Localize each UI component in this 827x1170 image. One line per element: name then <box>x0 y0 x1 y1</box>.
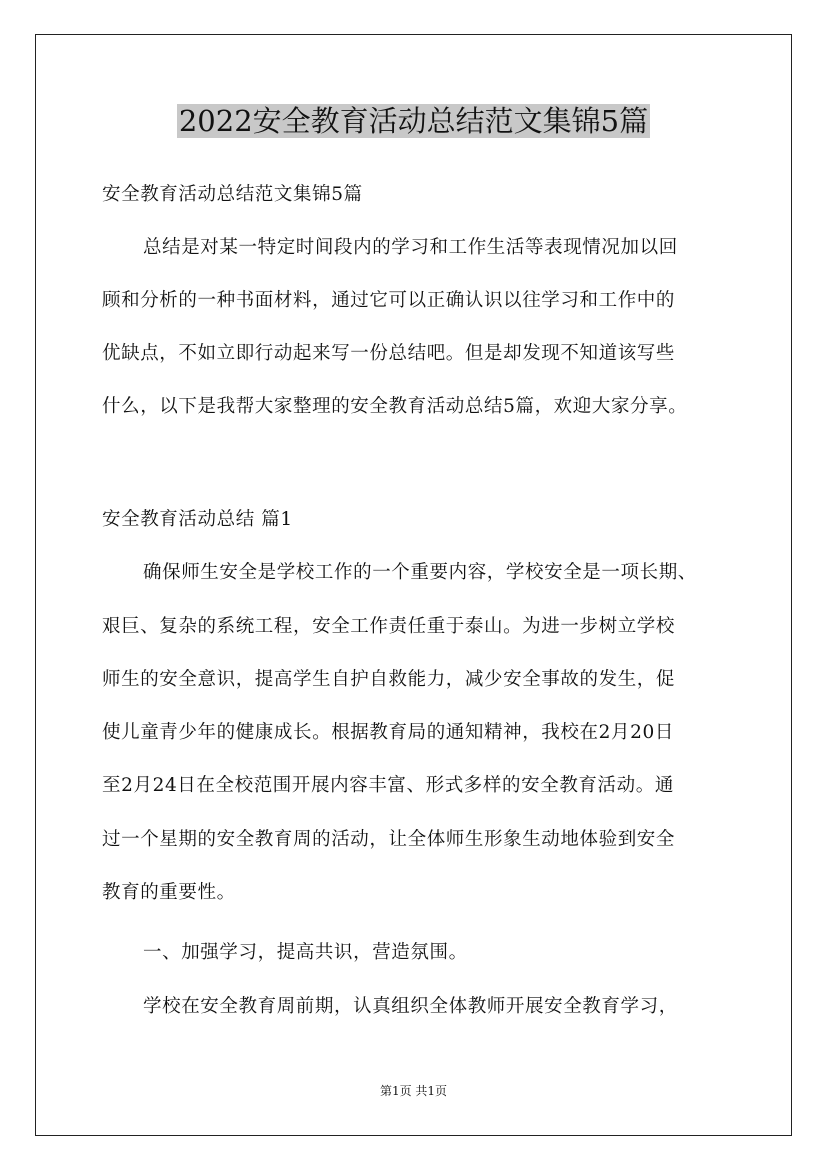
body-line-4: 使儿童青少年的健康成长。根据教育局的通知精神，我校在2月20日 <box>102 722 674 743</box>
page-footer: 第1页 共1页 <box>379 1084 448 1098</box>
body-line-1: 确保师生安全是学校工作的一个重要内容，学校安全是一项长期、 <box>143 562 697 583</box>
intro-line-4: 什么，以下是我帮大家整理的安全教育活动总结5篇，欢迎大家分享。 <box>102 396 688 417</box>
body-line-7: 教育的重要性。 <box>102 882 236 903</box>
intro-line-2: 顾和分析的一种书面材料，通过它可以正确认识以往学习和工作中的 <box>102 290 676 311</box>
intro-line-3: 优缺点，不如立即行动起来写一份总结吧。但是却发现不知道该写些 <box>102 343 676 364</box>
body-line-3: 师生的安全意识，提高学生自护自救能力，减少安全事故的发生，促 <box>102 669 676 690</box>
intro-line-1: 总结是对某一特定时间段内的学习和工作生活等表现情况加以回 <box>143 237 678 258</box>
document-title <box>0 101 827 141</box>
point-one-body-line-1: 学校在安全教育周前期，认真组织全体教师开展安全教育学习， <box>143 996 678 1017</box>
document-subtitle: 安全教育活动总结范文集锦5篇 <box>102 184 363 205</box>
body-line-2: 艰巨、复杂的系统工程，安全工作责任重于泰山。为进一步树立学校 <box>102 616 676 637</box>
document-title-text: 2022安全教育活动总结范文集锦5篇 <box>178 104 649 138</box>
point-one-heading: 一、加强学习，提高共识，营造氛围。 <box>143 942 468 963</box>
section-heading: 安全教育活动总结 篇1 <box>102 509 293 530</box>
body-line-5: 至2月24日在全校范围开展内容丰富、形式多样的安全教育活动。通 <box>102 775 674 796</box>
body-line-6: 过一个星期的安全教育周的活动，让全体师生形象生动地体验到安全 <box>102 829 676 850</box>
